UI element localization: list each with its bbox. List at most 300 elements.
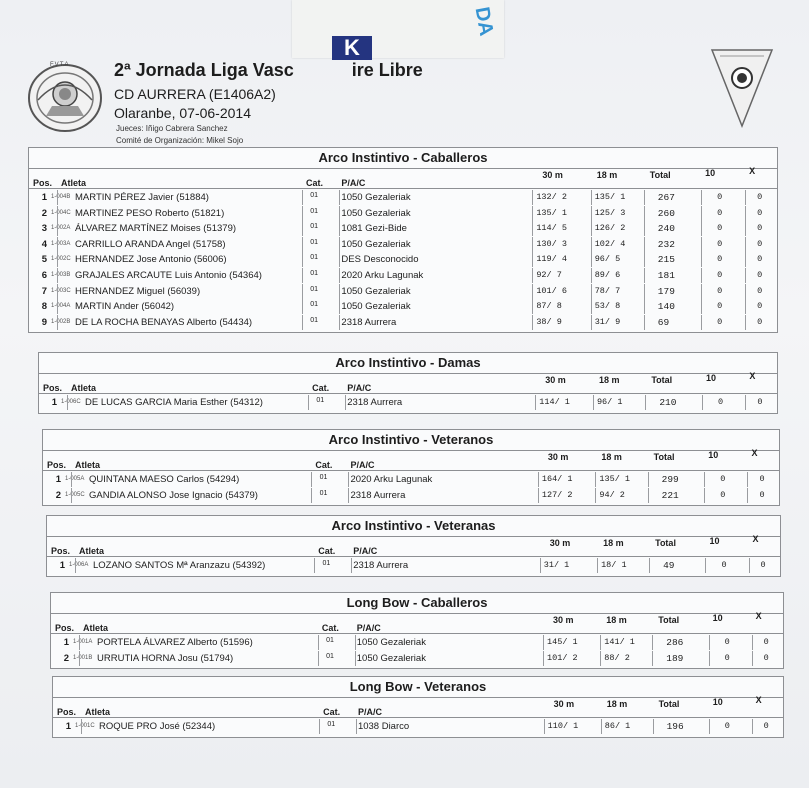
cell-divider [302, 284, 303, 299]
cell-divider [595, 488, 596, 503]
category-code: 01 [310, 316, 318, 324]
category-code: 01 [310, 285, 318, 293]
table-row [29, 237, 777, 252]
x-count: 0 [757, 207, 763, 218]
cell-divider [701, 299, 702, 314]
column-header-club: P/A/C [357, 707, 382, 717]
category-code: 01 [310, 254, 318, 262]
column-header-athlete: Atleta [75, 460, 101, 470]
target-code: 1-006A [69, 562, 89, 568]
section-title-rule [47, 536, 780, 537]
position-number: 1 [55, 474, 61, 485]
archery-target-logo-icon [710, 46, 774, 128]
cell-divider [339, 221, 340, 236]
results-table-6 [52, 676, 784, 738]
target-code: 1-002C [51, 256, 71, 263]
cell-divider [600, 651, 601, 666]
column-header-pos: Pos. [51, 546, 71, 556]
cell-divider [702, 395, 703, 410]
cell-divider [339, 252, 340, 267]
column-header-athlete: Atleta [85, 707, 111, 717]
target-code: 1-001B [73, 654, 93, 661]
cell-divider [348, 472, 349, 487]
section-title: Arco Instintivo - Damas [335, 355, 481, 370]
tens-count: 0 [720, 489, 726, 500]
club-name: 2318 Aurrera [353, 560, 409, 571]
athlete-name: PORTELA ÁLVAREZ Alberto (51596) [97, 637, 253, 648]
results-table-3 [42, 429, 780, 506]
tens-count: 0 [717, 270, 723, 280]
position-number: 9 [41, 316, 47, 328]
header-rule [47, 556, 780, 557]
target-code: 1-003C [51, 287, 71, 294]
cell-divider [591, 252, 592, 267]
header-rule [53, 717, 783, 718]
cell-divider [644, 237, 645, 252]
column-header-club: P/A/C [347, 383, 372, 393]
cell-divider [339, 190, 340, 205]
cell-divider [591, 284, 592, 299]
section-title: Arco Instintivo - Caballeros [318, 150, 488, 165]
tape-letter: K [332, 36, 372, 60]
category-code: 01 [316, 397, 325, 404]
tens-count: 0 [724, 637, 730, 647]
cell-divider [57, 299, 58, 314]
cell-divider [355, 651, 356, 666]
table-row [29, 299, 777, 314]
target-code: 1-005A [65, 476, 85, 482]
category-code: 01 [327, 721, 336, 728]
cell-divider [745, 284, 746, 299]
x-count: 0 [757, 254, 763, 265]
cell-divider [709, 719, 710, 734]
tens-count: 0 [721, 560, 727, 570]
column-header-athlete: Atleta [79, 546, 105, 556]
score-18m: 141/ 1 [604, 637, 635, 647]
cell-divider [75, 558, 76, 573]
column-header-x: X [749, 371, 756, 381]
score-total: 189 [666, 652, 684, 664]
position-number: 5 [41, 254, 47, 266]
category-code: 01 [310, 207, 318, 215]
cell-divider [302, 221, 303, 236]
cell-divider [532, 268, 533, 283]
section-title-rule [53, 697, 783, 698]
athlete-name: HERNANDEZ Jose Antonio (56006) [75, 254, 227, 266]
column-header-club: P/A/C [341, 178, 366, 188]
club-name: 1050 Gezaleriak [341, 192, 411, 203]
cell-divider [644, 268, 645, 283]
column-header-cat: Cat. [312, 383, 330, 393]
athlete-name: GRAJALES ARCAUTE Luis Antonio (54364) [75, 270, 262, 281]
column-header-total: Total [649, 170, 671, 180]
cell-divider [348, 488, 349, 503]
cell-divider [57, 284, 58, 299]
position-number: 2 [63, 652, 69, 664]
category-code: 01 [310, 192, 318, 199]
score-18m: 102/ 4 [594, 238, 626, 249]
score-30m: 164/ 1 [541, 474, 573, 484]
column-header-athlete: Atleta [71, 383, 97, 393]
cell-divider [591, 315, 592, 330]
tens-count: 0 [717, 223, 723, 234]
cell-divider [535, 395, 536, 410]
table-row [51, 651, 783, 666]
column-header-10: 10 [712, 697, 723, 707]
cell-divider [532, 221, 533, 236]
position-number: 1 [59, 560, 65, 571]
cell-divider [747, 472, 748, 487]
athlete-name: MARTINEZ PESO Roberto (51821) [75, 207, 225, 219]
cell-divider [339, 284, 340, 299]
tens-count: 0 [724, 721, 730, 731]
x-count: 0 [757, 270, 763, 280]
tens-count: 0 [717, 316, 723, 327]
cell-divider [644, 190, 645, 205]
column-header-pos: Pos. [43, 383, 63, 393]
cell-divider [593, 395, 594, 410]
table-row [51, 635, 783, 650]
cell-divider [591, 206, 592, 221]
table-row [29, 284, 777, 299]
column-header-x: X [752, 534, 759, 544]
column-header-10: 10 [712, 613, 723, 623]
table-row [29, 252, 777, 267]
score-total: 240 [657, 223, 675, 235]
cell-divider [601, 719, 602, 734]
cell-divider [532, 252, 533, 267]
cell-divider [701, 268, 702, 283]
table-row [29, 221, 777, 236]
section-title-rule [51, 613, 783, 614]
cell-divider [355, 635, 356, 650]
cell-divider [308, 395, 309, 410]
tens-count: 0 [717, 192, 723, 202]
position-number: 1 [41, 192, 47, 203]
tape-text: DA [470, 5, 498, 38]
tens-count: 0 [717, 207, 723, 218]
score-30m: 87/ 8 [536, 301, 562, 312]
column-header-30m: 30 m [549, 538, 571, 548]
score-30m: 114/ 5 [536, 223, 567, 234]
category-code: 01 [322, 560, 331, 567]
table-row [29, 190, 777, 205]
cell-divider [538, 472, 539, 487]
position-number: 4 [41, 238, 47, 250]
club-name: 1038 Diarco [357, 721, 410, 732]
cell-divider [701, 252, 702, 267]
category-code: 01 [310, 301, 318, 309]
column-header-30m: 30 m [545, 375, 566, 385]
target-code: 1-005C [65, 491, 85, 498]
cell-divider [339, 299, 340, 314]
score-18m: 53/ 8 [594, 301, 621, 312]
cell-divider [644, 221, 645, 236]
athlete-name: DE LA ROCHA BENAYAS Alberto (54434) [75, 316, 253, 328]
x-count: 0 [757, 301, 763, 312]
table-row [29, 268, 777, 283]
x-count: 0 [760, 560, 766, 570]
column-header-cat: Cat. [323, 707, 341, 717]
column-header-total: Total [653, 452, 675, 462]
score-18m: 86/ 1 [604, 721, 631, 731]
cell-divider [540, 558, 541, 573]
cell-divider [543, 635, 544, 650]
table-row [47, 558, 780, 573]
x-count: 0 [757, 316, 763, 327]
category-code: 01 [326, 637, 334, 644]
federation-logo-icon [26, 60, 104, 134]
x-count: 0 [763, 721, 769, 731]
cell-divider [532, 315, 533, 330]
cell-divider [745, 221, 746, 236]
cell-divider [67, 395, 68, 410]
cell-divider [57, 206, 58, 221]
score-total: 267 [657, 192, 675, 203]
position-number: 3 [41, 223, 47, 235]
target-code: 1-001C [75, 723, 95, 729]
cell-divider [319, 719, 320, 734]
cell-divider [595, 472, 596, 487]
column-header-10: 10 [705, 168, 716, 178]
cell-divider [314, 558, 315, 573]
target-code: 1-004A [51, 303, 71, 310]
club-name: 1081 Gezi-Bide [341, 223, 407, 235]
cell-divider [745, 237, 746, 252]
cell-divider [591, 221, 592, 236]
cell-divider [752, 719, 753, 734]
score-total: 286 [666, 637, 684, 648]
column-header-18m: 18 m [601, 452, 622, 462]
cell-divider [653, 719, 654, 734]
cell-divider [57, 221, 58, 236]
tens-count: 0 [717, 285, 723, 296]
cell-divider [79, 635, 80, 650]
tens-count: 0 [717, 301, 723, 312]
cell-divider [302, 299, 303, 314]
section-title: Long Bow - Veteranos [349, 679, 487, 694]
athlete-name: DE LUCAS GARCIA Maria Esther (54312) [85, 397, 263, 408]
cell-divider [71, 472, 72, 487]
cell-divider [532, 206, 533, 221]
score-18m: 18/ 1 [601, 560, 627, 570]
column-header-athlete: Atleta [83, 623, 109, 633]
cell-divider [709, 635, 710, 650]
club-name: 2318 Aurrera [341, 316, 397, 328]
target-code: 1-001A [73, 639, 93, 645]
target-code: 1-003A [51, 240, 71, 247]
column-header-18m: 18 m [606, 615, 627, 625]
score-18m: 135/ 1 [594, 192, 626, 202]
column-header-pos: Pos. [57, 707, 77, 717]
cell-divider [752, 651, 753, 666]
tens-count: 0 [720, 474, 726, 484]
cell-divider [79, 651, 80, 666]
place-date: Olaranbe, 07-06-2014 [114, 105, 251, 121]
score-18m: 78/ 7 [594, 285, 621, 296]
x-count: 0 [757, 192, 763, 202]
cell-divider [345, 395, 346, 410]
cell-divider [701, 190, 702, 205]
results-table-5 [50, 592, 784, 669]
cell-divider [591, 268, 592, 283]
cell-divider [648, 472, 649, 487]
tens-count: 0 [718, 397, 724, 407]
position-number: 7 [41, 285, 47, 297]
club-name: 2020 Arku Lagunak [350, 474, 433, 485]
column-header-pos: Pos. [55, 623, 75, 633]
score-30m: 135/ 1 [536, 207, 567, 218]
cell-divider [644, 252, 645, 267]
score-total: 260 [657, 207, 675, 219]
position-number: 1 [51, 397, 57, 408]
cell-divider [644, 284, 645, 299]
club-name: 1050 Gezaleriak [341, 207, 411, 219]
position-number: 1 [63, 637, 69, 648]
category-code: 01 [319, 489, 328, 497]
score-total: 181 [657, 270, 675, 281]
score-18m: 125/ 3 [594, 207, 626, 218]
club-name: 2318 Aurrera [350, 489, 406, 501]
table-row [39, 395, 777, 410]
cell-divider [302, 315, 303, 330]
position-number: 8 [41, 301, 47, 313]
table-row [43, 472, 779, 487]
athlete-name: ÁLVAREZ MARTÍNEZ Moises (51379) [75, 223, 237, 235]
title-start: 2ª Jornada Liga Vasc [114, 60, 294, 80]
category-code: 01 [310, 270, 318, 277]
cell-divider [339, 315, 340, 330]
cell-divider [701, 284, 702, 299]
section-title-rule [39, 373, 777, 374]
cell-divider [318, 635, 319, 650]
athlete-name: GANDIA ALONSO Jose Ignacio (54379) [89, 489, 258, 501]
club-name: 1050 Gezaleriak [341, 285, 411, 297]
cell-divider [745, 252, 746, 267]
category-code: 01 [326, 652, 334, 660]
column-header-x: X [755, 695, 762, 705]
header-rule [39, 393, 777, 394]
cell-divider [648, 488, 649, 503]
section-title: Arco Instintivo - Veteranos [328, 432, 494, 447]
cell-divider [543, 651, 544, 666]
adhesive-tape [292, 0, 504, 58]
cell-divider [745, 206, 746, 221]
score-18m: 94/ 2 [599, 489, 625, 500]
score-total: 179 [657, 285, 675, 297]
score-30m: 114/ 1 [539, 397, 570, 407]
cell-divider [747, 488, 748, 503]
column-header-cat: Cat. [315, 460, 333, 470]
cell-divider [351, 558, 352, 573]
score-18m: 135/ 1 [599, 474, 630, 484]
score-18m: 96/ 5 [594, 254, 621, 265]
cell-divider [339, 237, 340, 252]
score-30m: 101/ 2 [547, 652, 578, 663]
cell-divider [538, 488, 539, 503]
cell-divider [591, 237, 592, 252]
header-rule [29, 188, 777, 189]
column-header-cat: Cat. [305, 178, 323, 188]
cell-divider [302, 252, 303, 267]
cell-divider [749, 558, 750, 573]
judges-text: Jueces: Iñigo Cabrera Sanchez [116, 124, 228, 133]
x-count: 0 [757, 397, 763, 407]
cell-divider [302, 206, 303, 221]
score-total: 210 [659, 397, 677, 408]
score-total: 140 [657, 301, 675, 313]
cell-divider [532, 284, 533, 299]
column-header-total: Total [651, 375, 673, 385]
cell-divider [644, 315, 645, 330]
cell-divider [704, 488, 705, 503]
cell-divider [532, 190, 533, 205]
athlete-name: ROQUE PRO José (52344) [99, 721, 216, 732]
cell-divider [318, 651, 319, 666]
cell-divider [597, 558, 598, 573]
column-header-18m: 18 m [603, 538, 624, 548]
cell-divider [302, 190, 303, 205]
cell-divider [709, 651, 710, 666]
column-header-x: X [751, 448, 758, 458]
cell-divider [57, 237, 58, 252]
x-count: 0 [763, 637, 769, 647]
x-count: 0 [757, 285, 763, 296]
cell-divider [356, 719, 357, 734]
cell-divider [339, 268, 340, 283]
score-30m: 31/ 1 [543, 560, 570, 570]
score-total: 299 [661, 474, 679, 485]
column-header-30m: 30 m [553, 615, 574, 625]
column-header-total: Total [655, 538, 676, 548]
table-row [29, 206, 777, 221]
athlete-name: CARRILLO ARANDA Angel (51758) [75, 238, 226, 250]
section-title-rule [43, 450, 779, 451]
column-header-cat: Cat. [321, 623, 339, 633]
score-30m: 119/ 4 [536, 254, 567, 265]
section-title: Long Bow - Caballeros [346, 595, 488, 610]
column-header-30m: 30 m [553, 699, 575, 709]
column-header-club: P/A/C [350, 460, 375, 470]
cell-divider [57, 190, 58, 205]
results-table-2 [38, 352, 778, 414]
score-18m: 31/ 9 [594, 316, 621, 327]
target-code: 1-004C [51, 209, 71, 216]
athlete-name: MARTIN Ander (56042) [75, 301, 175, 313]
score-18m: 96/ 1 [596, 397, 623, 407]
position-number: 2 [55, 489, 61, 501]
x-count: 0 [757, 238, 763, 249]
category-code: 01 [310, 238, 318, 246]
column-header-pos: Pos. [47, 460, 67, 470]
club-name: DES Desconocido [341, 254, 419, 266]
column-header-18m: 18 m [606, 699, 628, 709]
cell-divider [644, 299, 645, 314]
column-header-total: Total [658, 699, 680, 709]
column-header-10: 10 [709, 536, 720, 546]
cell-divider [645, 395, 646, 410]
cell-divider [652, 651, 653, 666]
score-total: 69 [657, 316, 670, 328]
target-code: 1-002A [51, 225, 71, 232]
cell-divider [302, 237, 303, 252]
score-18m: 126/ 2 [594, 223, 626, 234]
score-30m: 132/ 2 [536, 192, 567, 202]
column-header-athlete: Atleta [61, 178, 87, 188]
column-header-30m: 30 m [547, 452, 569, 462]
cell-divider [532, 237, 533, 252]
target-code: 1-006C [61, 399, 81, 405]
